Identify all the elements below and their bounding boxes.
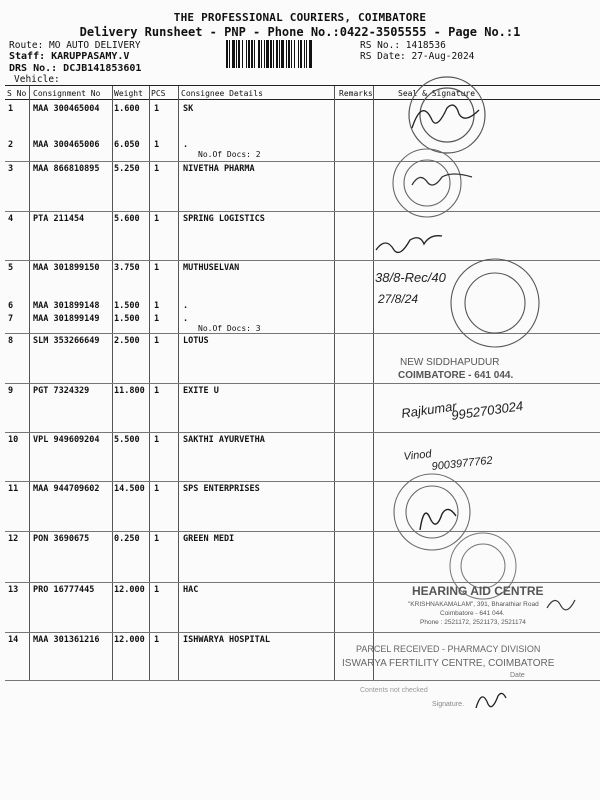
col-header-consignment: Consignment No: [33, 89, 101, 98]
barcode-bar: [254, 40, 255, 68]
sno-cell: 8: [8, 336, 14, 346]
weight-cell: 2.500: [114, 336, 140, 346]
pcs-cell: 1: [154, 164, 160, 174]
sno-cell: 13: [8, 585, 19, 595]
barcode-bar: [300, 40, 302, 68]
barcode-bar: [273, 40, 274, 68]
col-header-pcs: PCS: [151, 89, 166, 98]
barcode-bar: [309, 40, 312, 68]
sno-cell: 14: [8, 635, 19, 645]
consignment-cell: SLM 353266649: [33, 336, 100, 346]
pcs-cell: 1: [154, 301, 160, 311]
signature-nivetha: [412, 174, 472, 185]
pcs-cell: 1: [154, 386, 160, 396]
sno-cell: 5: [8, 263, 14, 273]
weight-cell: 1.500: [114, 314, 140, 324]
consignment-cell: MAA 301899148: [33, 301, 100, 311]
sno-cell: 1: [8, 104, 14, 114]
sno-cell: 9: [8, 386, 14, 396]
pcs-cell: 1: [154, 484, 160, 494]
weight-cell: 6.050: [114, 140, 140, 150]
pcs-cell: 1: [154, 336, 160, 346]
barcode-bar: [232, 40, 235, 68]
vehicle-label: Vehicle:: [14, 74, 60, 85]
consignment-cell: MAA 300465004: [33, 104, 100, 114]
row-separator: [5, 481, 600, 482]
signature-ishwarya: [476, 693, 506, 708]
barcode-bar: [279, 40, 280, 68]
barcode-bar: [242, 40, 243, 68]
consignee-cell: .: [183, 301, 189, 311]
barcode-bar: [291, 40, 292, 68]
handwritten-date: 27/8/24: [378, 292, 419, 306]
sno-cell: 10: [8, 435, 19, 445]
parcel-stamp-signature-label: Signature.: [432, 701, 464, 708]
lotus-stamp-line-2: COIMBATORE - 641 044.: [398, 370, 514, 381]
round-stamp-green-medi: [450, 533, 516, 599]
pcs-cell: 1: [154, 263, 160, 273]
row-separator: [5, 383, 600, 384]
barcode-bar: [226, 40, 228, 68]
consignee-cell: .: [183, 140, 189, 150]
route-text: Route: MO AUTO DELIVERY: [9, 40, 141, 51]
barcode-bar: [266, 40, 269, 68]
row-separator: [5, 582, 600, 583]
consignee-cell: SAKTHI AYURVETHA: [183, 435, 265, 445]
barcode-bar: [288, 40, 290, 68]
hearing-aid-stamp-address-2: Coimbatore - 641 044.: [440, 610, 505, 617]
barcode-image: [226, 40, 354, 68]
barcode-bar: [261, 40, 262, 68]
pcs-cell: 1: [154, 585, 160, 595]
row-separator: [5, 531, 600, 532]
consignee-cell: GREEN MEDI: [183, 534, 235, 544]
barcode-bar: [304, 40, 305, 68]
consignment-cell: MAA 944709602: [33, 484, 100, 494]
hearing-aid-stamp-phone: Phone : 2521172, 2521173, 2521174: [420, 619, 526, 626]
round-stamp-nivetha-pharma: [393, 149, 461, 217]
column-header-rule: [5, 99, 600, 100]
rs-date: RS Date: 27-Aug-2024: [360, 51, 475, 62]
row-separator: [5, 260, 600, 261]
barcode-bar: [229, 40, 230, 68]
signature-spring-logistics: [376, 236, 442, 253]
consignment-cell: MAA 866810895: [33, 164, 100, 174]
weight-cell: 5.500: [114, 435, 140, 445]
consignment-cell: MAA 300465006: [33, 140, 100, 150]
col-header-remarks: Remarks: [339, 89, 373, 98]
barcode-bar: [251, 40, 253, 68]
consignee-cell: LOTUS: [183, 336, 209, 346]
barcode-bar: [306, 40, 307, 68]
consignment-cell: PRO 16777445: [33, 585, 95, 595]
runsheet-subtitle: Delivery Runsheet - PNP - Phone No.:0422-3505555 - Page No.:1: [79, 25, 521, 39]
col-header-weight: Weight: [114, 89, 143, 98]
row-separator: [5, 333, 600, 334]
handwritten-phone-1: 9952703024: [450, 398, 525, 423]
barcode-bar: [281, 40, 284, 68]
staff-text: Staff: KARUPPASAMY.V: [9, 51, 130, 62]
barcode-bar: [264, 40, 265, 68]
sno-cell: 2: [8, 140, 14, 150]
parcel-stamp-date-label: Date: [510, 672, 525, 679]
consignee-cell: ISHWARYA HOSPITAL: [183, 635, 270, 645]
pcs-cell: 1: [154, 314, 160, 324]
sno-cell: 7: [8, 314, 14, 324]
row-separator: [5, 432, 600, 433]
handwritten-rec-note: 38/8-Rec/40: [375, 270, 446, 285]
consignment-cell: PON 3690675: [33, 534, 90, 544]
weight-cell: 1.500: [114, 301, 140, 311]
sno-cell: 6: [8, 301, 14, 311]
consignment-cell: PGT 7324329: [33, 386, 90, 396]
barcode-bar: [236, 40, 237, 68]
weight-cell: 11.800: [114, 386, 145, 396]
consignment-cell: MAA 301361216: [33, 635, 100, 645]
sno-cell: 11: [8, 484, 19, 494]
consignment-cell: VPL 949609204: [33, 435, 100, 445]
consignee-cell: NIVETHA PHARMA: [183, 164, 255, 174]
row-separator: [5, 161, 600, 162]
signature-sk: [412, 105, 479, 128]
pcs-cell: 1: [154, 435, 160, 445]
consignment-cell: PTA 211454: [33, 214, 85, 224]
weight-cell: 0.250: [114, 534, 140, 544]
barcode-bar: [246, 40, 247, 68]
barcode-bar: [270, 40, 272, 68]
parcel-stamp-line-2: ISWARYA FERTILITY CENTRE, COIMBATORE: [342, 658, 555, 669]
parcel-stamp-contents-note: Contents not checked: [360, 687, 428, 694]
row-separator: [5, 211, 600, 212]
consignee-cell: HAC: [183, 585, 199, 595]
sno-cell: 3: [8, 164, 14, 174]
barcode-bar: [298, 40, 299, 68]
consignee-cell: SPRING LOGISTICS: [183, 214, 265, 224]
rs-number: RS No.: 1418536: [360, 40, 446, 51]
drs-number: DRS No.: DCJB141853601: [9, 63, 142, 74]
pcs-cell: 1: [154, 635, 160, 645]
handwritten-rajkumar: Rajkumar: [400, 398, 458, 421]
col-header-sno: S No: [7, 89, 27, 98]
barcode-bar: [276, 40, 278, 68]
sno-cell: 12: [8, 534, 19, 544]
consignee-cell: EXITE U: [183, 386, 219, 396]
consignee-cell: .: [183, 314, 189, 324]
consignee-cell: SK: [183, 104, 194, 114]
docs-count: No.Of Docs: 3: [198, 324, 261, 333]
consignment-cell: MAA 301899150: [33, 263, 100, 273]
consignment-cell: MAA 301899149: [33, 314, 100, 324]
table-bottom-rule: [5, 680, 600, 681]
handwritten-phone-2: 9003977762: [431, 454, 494, 473]
weight-cell: 12.000: [114, 635, 145, 645]
weight-cell: 12.000: [114, 585, 145, 595]
weight-cell: 5.600: [114, 214, 140, 224]
pcs-cell: 1: [154, 140, 160, 150]
pcs-cell: 1: [154, 214, 160, 224]
signature-sps: [420, 509, 456, 530]
signature-hac: [547, 600, 575, 610]
consignee-cell: MUTHUSELVAN: [183, 263, 240, 273]
parcel-stamp-line-1: PARCEL RECEIVED - PHARMACY DIVISION: [356, 644, 541, 654]
barcode-bar: [286, 40, 287, 68]
docs-count: No.Of Docs: 2: [198, 150, 261, 159]
hearing-aid-stamp-address-1: "KRISHNAKAMALAM", 391, Bharathiar Road: [408, 601, 539, 608]
row-separator: [5, 632, 600, 633]
col-header-consignee: Consignee Details: [181, 89, 263, 98]
handwritten-vinod: Vinod: [403, 448, 433, 463]
pcs-cell: 1: [154, 534, 160, 544]
pcs-cell: 1: [154, 104, 160, 114]
col-header-seal: Seal & Signature: [398, 89, 476, 98]
header-rule: [5, 85, 600, 86]
weight-cell: 3.750: [114, 263, 140, 273]
company-title: THE PROFESSIONAL COURIERS, COIMBATORE: [173, 11, 427, 24]
weight-cell: 14.500: [114, 484, 145, 494]
barcode-bar: [294, 40, 295, 68]
lotus-stamp-line-1: NEW SIDDHAPUDUR: [400, 357, 500, 368]
weight-cell: 1.600: [114, 104, 140, 114]
weight-cell: 5.250: [114, 164, 140, 174]
barcode-bar: [238, 40, 240, 68]
consignee-cell: SPS ENTERPRISES: [183, 484, 260, 494]
round-stamp-sps-enterprises: [394, 474, 470, 550]
barcode-bar: [258, 40, 260, 68]
sno-cell: 4: [8, 214, 14, 224]
hearing-aid-stamp-title: HEARING AID CENTRE: [412, 584, 544, 598]
barcode-bar: [248, 40, 250, 68]
